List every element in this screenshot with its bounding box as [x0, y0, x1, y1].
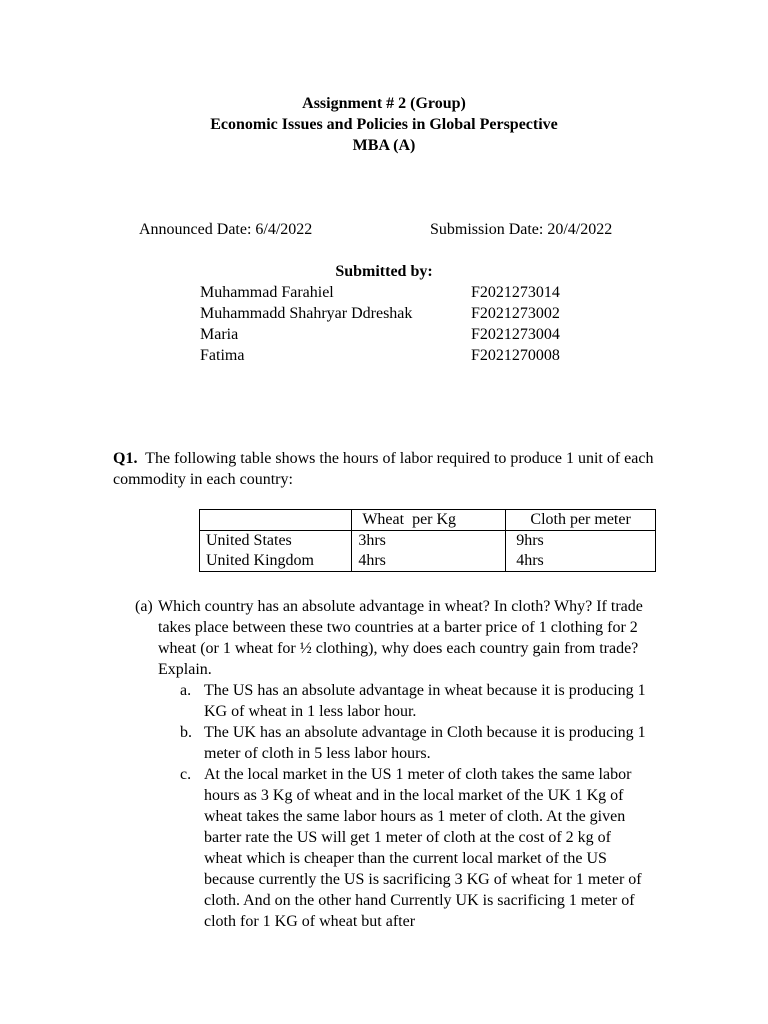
member-name: Muhammadd Shahryar Ddreshak [200, 305, 413, 322]
member-name: Fatima [200, 347, 245, 364]
member-id: F2021270008 [471, 347, 560, 364]
answer-text: The US has an absolute advantage in wheat because it is producing 1 KG of wheat in 1 less labor hour. [204, 682, 646, 720]
part-a-marker: (a) [135, 598, 153, 615]
member-name: Maria [200, 326, 239, 343]
submitted-by-heading: Submitted by: [335, 263, 433, 280]
answer-text: The UK has an absolute advantage in Cloth because it is producing 1 meter of cloth in 5 less labor hours. [204, 724, 646, 762]
answer-marker: a. [180, 682, 192, 699]
list-item [180, 722, 660, 764]
member-row [200, 282, 600, 303]
member-id: F2021273014 [471, 284, 560, 301]
course-title: Economic Issues and Policies in Global Perspective [210, 116, 558, 133]
table-cell: United States [200, 531, 352, 552]
member-id: F2021273004 [471, 326, 560, 343]
member-name: Muhammad Farahiel [200, 284, 334, 301]
answer-text: At the local market in the US 1 meter of cloth takes the same labor hours as 3 Kg of wheat and in the local market of the UK 1 Kg of wheat takes the same labor hours as 1 meter of cloth. At the given barter rate the US will get 1 meter of cloth at the cost of 2 kg of wheat which is cheaper than the current local market of the US because currently the US is sacrificing 3 KG of wheat for 1 meter of cloth. And on the other hand Currently UK is sacrificing 1 meter of cloth for 1 KG of wheat but after [204, 766, 642, 930]
members-list [200, 282, 600, 366]
answer-marker: c. [180, 766, 192, 783]
list-item [180, 680, 660, 722]
table-row [200, 531, 656, 552]
member-row [200, 345, 600, 366]
announced-date: Announced Date: 6/4/2022 [139, 221, 313, 238]
question-number: Q1. [113, 450, 138, 467]
table-cell: 3hrs [352, 531, 506, 552]
member-row [200, 324, 600, 345]
program-title: MBA (A) [352, 137, 416, 154]
table-cell: 4hrs [506, 551, 656, 572]
title-block [0, 93, 768, 156]
assignment-title: Assignment # 2 (Group) [302, 95, 466, 112]
question-1 [113, 448, 658, 490]
member-row [200, 303, 600, 324]
part-a-question: Which country has an absolute advantage in wheat? In cloth? Why? If trade takes place between these two countries at a barter price of 1 clothing for 2 wheat (or 1 wheat for ½ clothing), why does each country gain from trade? Explain. [158, 598, 643, 678]
table-header-cell: Cloth per meter [506, 510, 656, 531]
table-cell: United Kingdom [200, 551, 352, 572]
table-row [200, 551, 656, 572]
answer-list [180, 680, 660, 932]
table-header-cell [200, 510, 352, 531]
table-header-cell: Wheat per Kg [352, 510, 506, 531]
submission-date: Submission Date: 20/4/2022 [430, 221, 613, 238]
table-cell: 4hrs [352, 551, 506, 572]
list-item [180, 764, 660, 932]
table-header-row [200, 510, 656, 531]
answer-marker: b. [180, 724, 192, 741]
member-id: F2021273002 [471, 305, 560, 322]
labor-hours-table [199, 509, 656, 572]
question-text: The following table shows the hours of labor required to produce 1 unit of each commodity in each country: [113, 450, 654, 488]
table-cell: 9hrs [506, 531, 656, 552]
